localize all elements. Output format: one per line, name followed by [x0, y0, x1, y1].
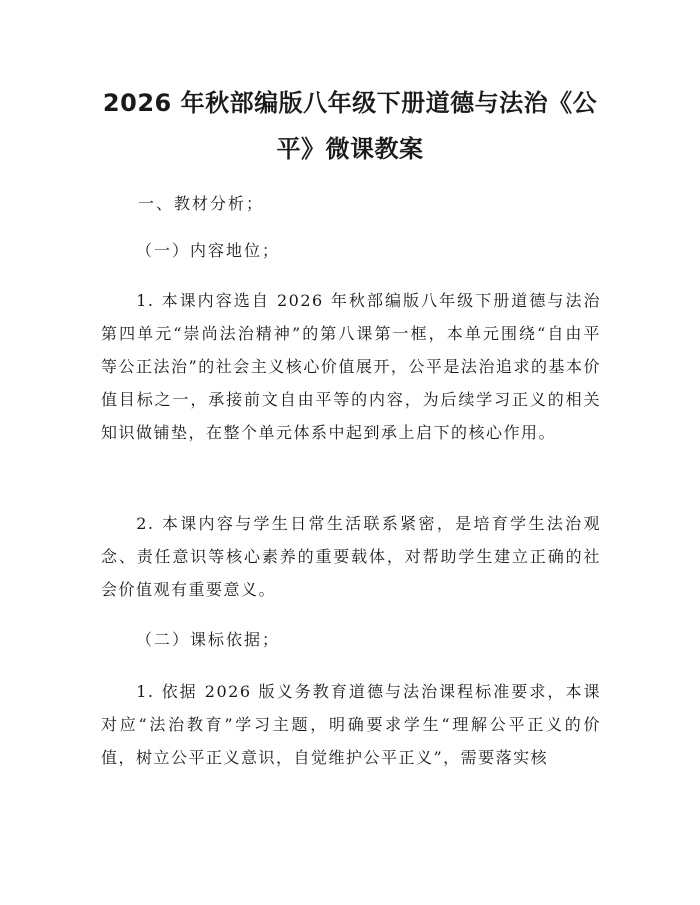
paragraph-content-position-2: 2. 本课内容与学生日常生活联系紧密，是培育学生法治观念、责任意识等核心素养的重要载体，对帮助学生建立正确的社会价值观有重要意义。: [101, 514, 601, 599]
document-title-line-1: 2026 年秋部编版八年级下册道德与法治《公: [102, 89, 598, 117]
paragraph-content-position-1: 1. 本课内容选自 2026 年秋部编版八年级下册道德与法治第四单元“崇尚法治精神”的第八课第一框，本单元围绕“自由平等公正法治”的社会主义核心价值展开，公平是法治追求的基本价值目标之一，承接前文自由平等的内容，为后续学习正义的相关知识做铺垫，在整个单元体系中起到承上启下的核心作用。: [101, 291, 601, 442]
document-title-line-2: 平》微课教案: [276, 135, 424, 163]
paragraph-curriculum-basis-1: 1. 依据 2026 版义务教育道德与法治课程标准要求，本课对应“法治教育”学习主题，明确要求学生“理解公平正义的价值，树立公平正义意识，自觉维护公平正义”，需要落实核: [101, 682, 601, 767]
section-heading-materials-analysis: 一、教材分析；: [138, 194, 265, 213]
subsection-heading-content-position: （一）内容地位；: [136, 241, 281, 260]
subsection-heading-curriculum-basis: （二）课标依据；: [136, 630, 281, 649]
